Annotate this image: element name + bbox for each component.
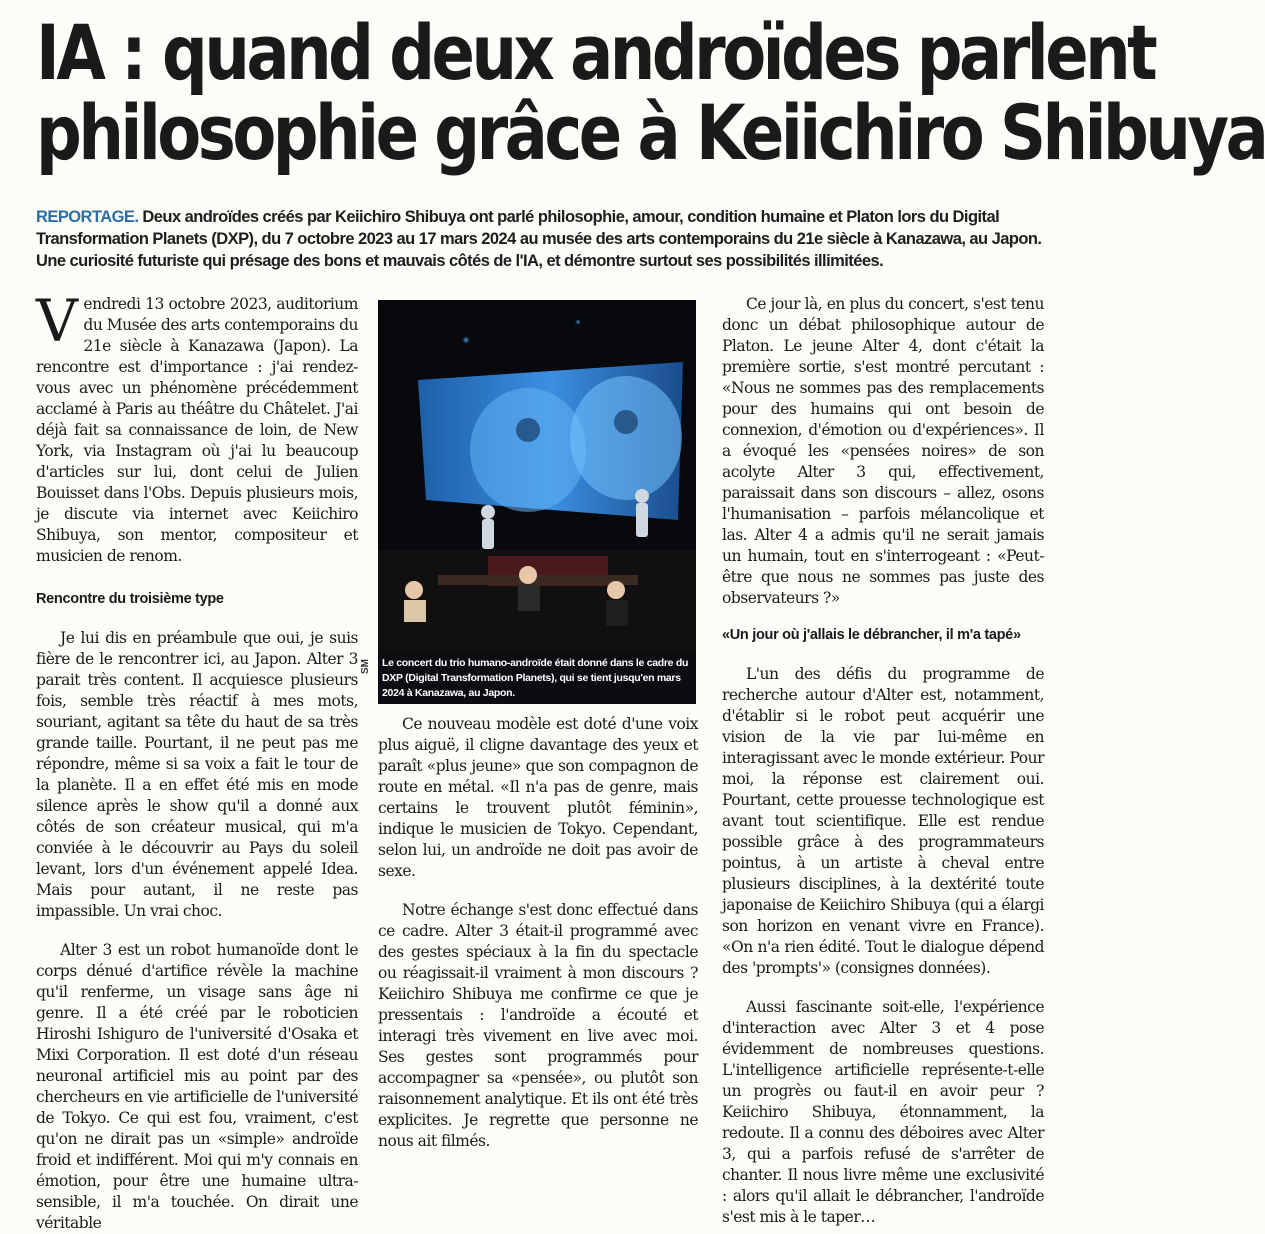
headline — [36, 10, 1265, 179]
article-column-3 — [722, 294, 1044, 1228]
musician-center — [518, 566, 540, 611]
lede — [36, 206, 1046, 272]
android-left — [481, 505, 495, 549]
lede-text: Deux androïdes créés par Keiichiro Shibuya ont parlé philosophie, amour, condition humaine et Platon lors du Digital Transformation Planets (DXP), du 7 octobre 2023 au 17 mars 2024 au musée des arts contemporains du 21e siècle à Kanazawa, au Japon. Une curiosité futuriste qui présage des bons et mauvais côtés de l'IA, et démontre surtout ses possibilités illimitées. — [36, 208, 1042, 270]
subhead-debrancher: «Un jour où j'allais le débrancher, il m'a tapé» — [722, 627, 1021, 643]
projected-face-right — [570, 376, 682, 500]
paragraph-6: Ce jour là, en plus du concert, s'est tenu donc un débat philosophique autour de Platon. Le jeune Alter 4, dont c'était la première sortie, s'est montré percutant : «Nous ne sommes pas des remplacements pour des humains qui ont besoin de connexion, d'émotion ou d'expériences». Il a évoqué les «pensées noires» de son acolyte Alter 3 qui, effectivement, paraissait dans son discours – allez, osons l'humanisation – parfois mélancolique et las. Alter 4 a admis qu'il ne serait jamais un humain, tout en s'interrogeant : «Peut-être que nous ne sommes pas juste des observateurs ?» — [722, 295, 1044, 607]
stage-illustration — [378, 300, 696, 654]
paragraph-4: Ce nouveau modèle est doté d'une voix plus aiguë, il cligne davantage des yeux et paraît «plus jeune» que son compagnon de route en métal. «Il n'a pas de genre, mais certains le trouvent plutôt féminin», indique le musicien de Tokyo. Cependant, selon lui, un androïde ne doit pas avoir de sexe. — [378, 715, 698, 880]
paragraph-7: L'un des défis du programme de recherche autour d'Alter est, notamment, d'établir si le robot peut acquérir une vision de la vie par lui-même en interagissant avec le monde extérieur. Pour moi, la réponse est clairement oui. Pourtant, cette prouesse technologique est avant tout scientifique. Elle est rendue possible grâce à des programmateurs pointus, à un artiste à cheval entre plusieurs disciplines, à la dextérité toute japonaise de Keiichiro Shibuya (qui a élargi son horizon en venant vivre en France). «On n'a rien édité. Tout le dialogue dépend des 'prompts'» (consignes données). — [722, 665, 1044, 977]
article-column-1 — [36, 287, 358, 1234]
musician-right — [606, 581, 628, 626]
android-right — [635, 489, 649, 537]
paragraph-5: Notre échange s'est donc effectué dans ce cadre. Alter 3 était-il programmé avec des gestes spéciaux à la fin du spectacle ou réagissait-il vraiment à mon discours ? Keiichiro Shibuya me confirme ce que je pressentais : l'androïde a écouté et interagi très vivement en live avec moi. Ses gestes sont programmés pour accompagner sa «pensée», ou plutôt son raisonnement analytique. Et ils ont été très explicites. Je regrette que personne ne nous ait filmés. — [378, 901, 698, 1150]
headline-line-1: IA : quand deux androïdes parlent — [36, 10, 1155, 98]
drop-cap: V — [36, 287, 78, 355]
photo-credit: SM — [360, 659, 371, 674]
paragraph-8: Aussi fascinante soit-elle, l'expérience d'interaction avec Alter 3 et 4 pose évidemment de nombreuses questions. L'intelligence artificielle représente-t-elle un progrès ou faut-il en avoir peur ? Keiichiro Shibuya, étonnamment, la redoute. Il a connu des déboires avec Alter 3, qui a parfois refusé de s'arrêter de chanter. Il nous livre même une exclusivité : alors qu'il allait le débrancher, l'androïde s'est mis à le taper… — [722, 998, 1044, 1226]
concert-photo — [378, 300, 696, 654]
paragraph-2: Je lui dis en préambule que oui, je suis fière de le rencontrer ici, au Japon. Alter 3 parait très content. Il acquiesce plusieurs fois, semble très réactif à mes mots, souriant, agitant sa tête du haut de sa très grande taille. Pourtant, il ne peut pas me répondre, même si sa voix a fait le tour de la planète. Il a en effet été mis en mode silence après le show qu'il a donné aux côtés de son créateur musical, qui m'a conviée à le découvrir au Pays du soleil levant, lors d'un événement appelé Idea. Mais pour autant, il ne reste pas impassible. Un vrai choc. — [36, 629, 358, 920]
paragraph-3: Alter 3 est un robot humanoïde dont le corps dénué d'artifice révèle la machine qu'il renferme, un visage sans âge ni genre. Il a été créé par le roboticien Hiroshi Ishiguro de l'université d'Osaka et Mixi Corporation. Il est doté d'un réseau neuronal artificiel mis au point par des chercheurs en vie artificielle de l'université de Tokyo. Ce qui est fou, vraiment, c'est qu'on ne dirait pas un «simple» androïde froid et indifférent. Moi qui m'y connais en émotion, pour être une humaine ultra-sensible, il m'a touchée. On dirait une véritable — [36, 941, 358, 1232]
projected-face-left — [470, 388, 586, 512]
subhead-rencontre: Rencontre du troisième type — [36, 591, 224, 607]
article-column-2 — [378, 714, 698, 1152]
paragraph-1 — [36, 287, 358, 567]
paragraph-1-text: endredi 13 octobre 2023, auditorium du Musée des arts contemporains du 21e siècle à Kanazawa (Japon). La rencontre est d'importance : j'ai rendez-vous avec un phénomène précédemment acclamé à Paris au théâtre du Châtelet. J'ai déjà fait sa connaissance de loin, de New York, via Instagram où j'ai lu beaucoup d'articles sur lui, dont celui de Julien Bouisset dans l'Obs. Depuis plusieurs mois, je discute via internet avec Keiichiro Shibuya, son mentor, compositeur et musicien de renom. — [36, 295, 358, 565]
headline-line-2: philosophie grâce à Keiichiro Shibuya — [36, 90, 1265, 179]
lede-kicker: REPORTAGE. — [36, 208, 139, 226]
photo-caption: Le concert du trio humano-androïde était donné dans le cadre du DXP (Digital Transformation Planets), qui se tient jusqu'en mars 2024 à Kanazawa, au Japon. — [378, 654, 696, 704]
